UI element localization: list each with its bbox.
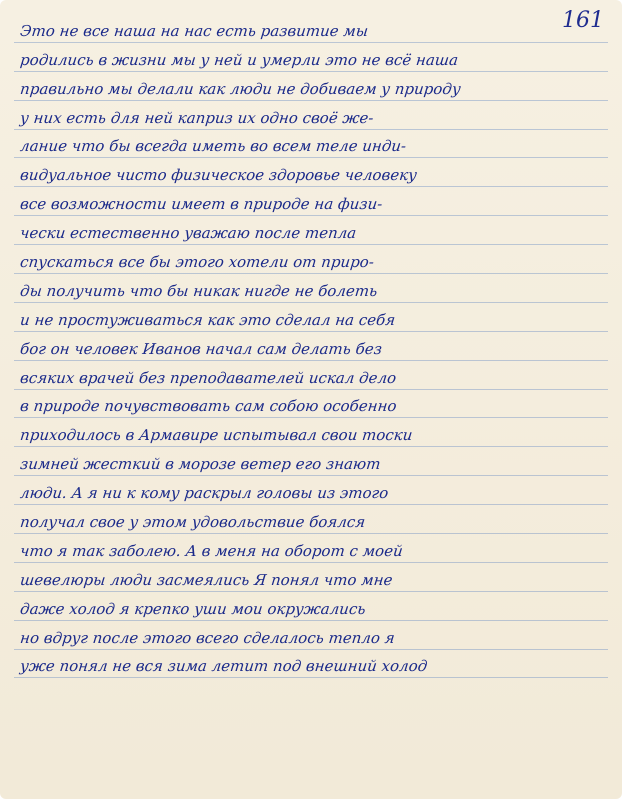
text-line-content: и не простуживаться как это сделал на себя	[19, 310, 397, 329]
text-line-content: уже понял не вся зима летит под внешний холод	[19, 657, 429, 676]
text-line-content: видуальное чисто физическое здоровье человеку	[19, 166, 418, 185]
text-line	[14, 563, 608, 592]
text-line-content: шевелюры люди засмеялись Я понял что мне	[19, 570, 394, 589]
text-line	[14, 274, 608, 303]
text-line	[14, 216, 608, 245]
text-line	[14, 130, 608, 159]
text-line	[14, 158, 608, 187]
text-line-content: люди. А я ни к кому раскрыл головы из этого	[19, 484, 390, 503]
text-line-content: приходилось в Армавире испытывал свои тоски	[19, 426, 414, 445]
text-line	[14, 418, 608, 447]
text-line	[14, 505, 608, 534]
text-line-content: родились в жизни мы у ней и умерли это не всё наша	[19, 50, 460, 69]
text-line-content: но вдруг после этого всего сделалось тепло я	[19, 628, 396, 647]
text-line-content: даже холод я крепко уши мои окружались	[19, 599, 367, 618]
text-line	[14, 187, 608, 216]
text-line	[14, 592, 608, 621]
text-line-content: получал свое у этом удовольствие боялся	[19, 513, 367, 532]
text-line	[14, 447, 608, 476]
text-line-content: спускаться все бы этого хотели от приро-	[19, 253, 375, 272]
text-line	[14, 621, 608, 650]
text-line	[14, 476, 608, 505]
text-line-content: зимней жесткий в морозе ветер его знают	[19, 455, 382, 474]
handwritten-text	[14, 14, 608, 794]
text-line	[14, 43, 608, 72]
text-line-content: лание что бы всегда иметь во всем теле инди-	[19, 137, 408, 156]
text-line	[14, 650, 608, 679]
page-number: 161	[562, 8, 604, 33]
text-line-content: все возможности имеет в природе на физи-	[19, 195, 384, 214]
text-line	[14, 390, 608, 419]
text-line	[14, 14, 608, 43]
text-line-content: у них есть для ней каприз их одно своё же-	[19, 108, 375, 127]
text-line-content: всяких врачей без преподавателей искал дело	[19, 368, 398, 387]
text-line	[14, 101, 608, 130]
text-line	[14, 361, 608, 390]
text-line-content: что я так заболею. А в меня на оборот с моей	[19, 541, 404, 560]
text-line-content: ды получить что бы никак нигде не болеть	[19, 281, 379, 300]
text-line	[14, 72, 608, 101]
text-line-content: бог он человек Иванов начал сам делать без	[19, 339, 383, 358]
text-line	[14, 303, 608, 332]
text-line-content: в природе почувствовать сам собою особенно	[19, 397, 398, 416]
text-line	[14, 534, 608, 563]
text-line	[14, 332, 608, 361]
text-line	[14, 245, 608, 274]
text-line-content: чески естественно уважаю после тепла	[19, 224, 358, 243]
text-line-content: Это не все наша на нас есть развитие мы	[19, 21, 370, 40]
text-line-content: правильно мы делали как люди не добиваем у природу	[19, 79, 462, 98]
